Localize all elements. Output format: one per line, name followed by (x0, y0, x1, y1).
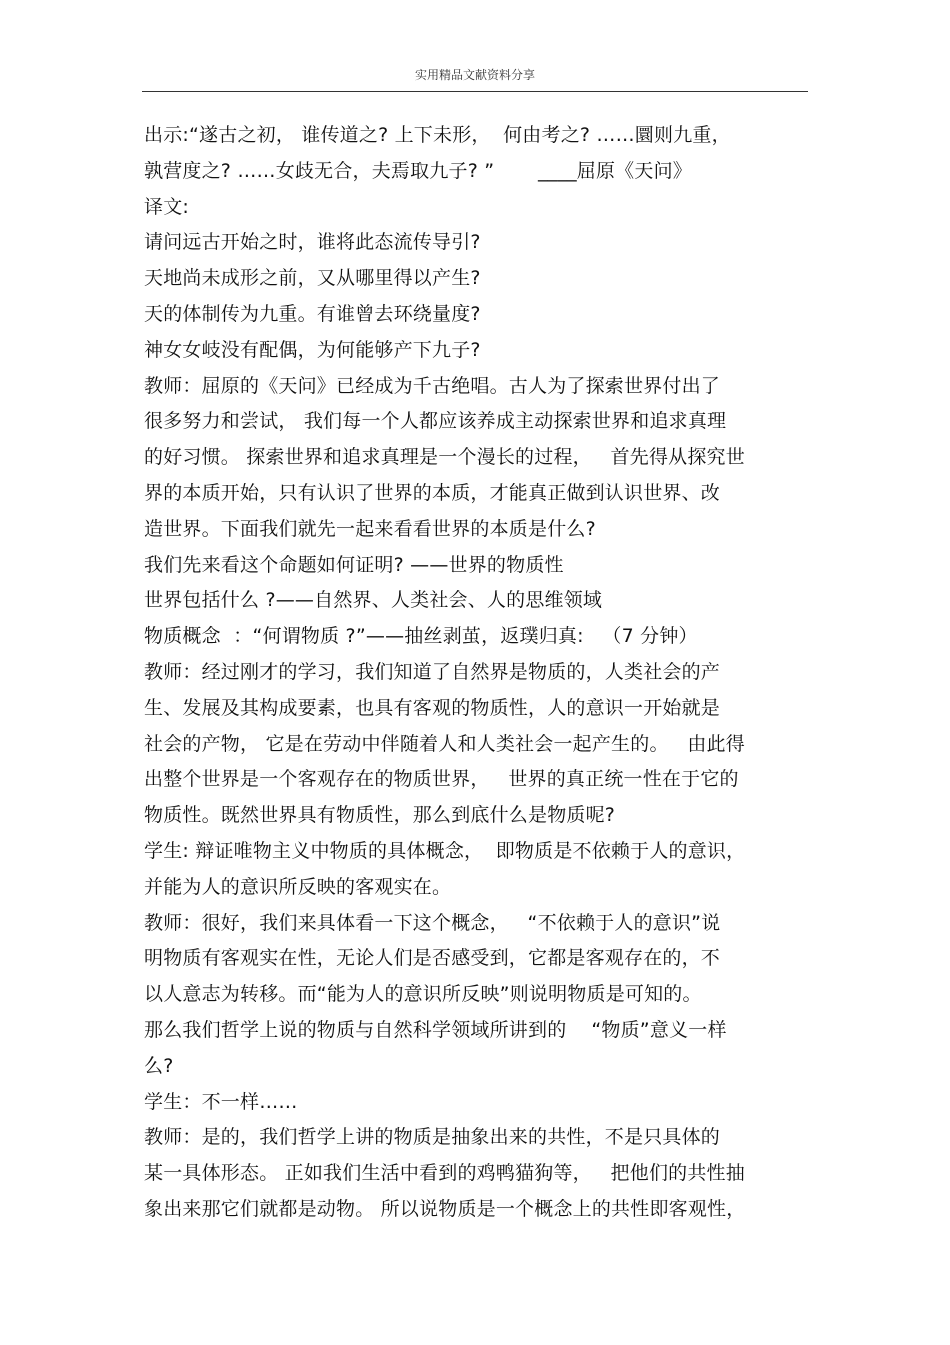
text-line: 么? (144, 1054, 174, 1077)
text-line: 以人意志为转移。而“能为人的意识所反映”则说明物质是可知的。 (144, 983, 702, 1006)
text-line: 请问远古开始之时，谁将此态流传导引? (144, 231, 481, 254)
text-line: 物质概念 ：“何谓物质 ?”——抽丝剥茧，返璞归真: （7 分钟） (144, 625, 698, 648)
text-line: 天的体制传为九重。有谁曾去环绕量度? (144, 302, 481, 325)
text-line: 教师：很好，我们来具体看一下这个概念， “不依赖于人的意识”说 (144, 911, 721, 934)
text-line: 出示:“遂古之初， 谁传道之? 上下未形， 何由考之? ……圜则九重， (144, 124, 731, 146)
text-line: 物质性。既然世界具有物质性，那么到底什么是物质呢? (144, 804, 616, 827)
text-line: 象出来那它们就都是动物。 所以说物质是一个概念上的共性即客观性， (144, 1197, 746, 1220)
text-line: 学生：不一样…… (144, 1090, 298, 1113)
text-line: 造世界。下面我们就先一起来看看世界的本质是什么? (144, 517, 596, 540)
text-line: 很多努力和尝试， 我们每一个人都应该养成主动探索世界和追求真理 (144, 410, 727, 433)
text-line: 学生: 辩证唯物主义中物质的具体概念， 即物质是不依赖于人的意识， (144, 839, 746, 862)
text-line: 我们先来看这个命题如何证明? ——世界的物质性 (144, 553, 564, 576)
text-line: 译文: (144, 195, 190, 218)
text-line: 某一具体形态。 正如我们生活中看到的鸡鸭猫狗等， 把他们的共性抽 (144, 1162, 745, 1185)
text-line: 那么我们哲学上说的物质与自然科学领域所讲到的 “物质”意义一样 (144, 1018, 727, 1041)
text-line: 神女女岐没有配偶，为何能够产下九子? (144, 338, 481, 361)
text-line: 教师：屈原的《天问》已经成为千古绝唱。古人为了探索世界付出了 (144, 374, 721, 397)
text-line: 界的本质开始，只有认识了世界的本质，才能真正做到认识世界、改 (144, 481, 721, 504)
header-divider (142, 91, 808, 92)
text-line: 社会的产物， 它是在劳动中伴随着人和人类社会一起产生的。 由此得 (144, 732, 745, 755)
text-line: 孰营度之? ……女歧无合，夫焉取九子? ” ____屈原《天问》 (144, 159, 692, 182)
text-line: 世界包括什么 ?——自然界、人类社会、人的思维领域 (144, 589, 603, 612)
document-body (144, 118, 814, 1228)
page-header: 实用精品文献资料分享 (414, 68, 535, 82)
text-line: 的好习惯。 探索世界和追求真理是一个漫长的过程， 首先得从探究世 (144, 446, 745, 469)
text-line: 教师：经过刚才的学习，我们知道了自然界是物质的，人类社会的产 (144, 660, 721, 683)
text-line: 教师：是的，我们哲学上讲的物质是抽象出来的共性，不是只具体的 (144, 1126, 721, 1149)
text-line: 明物质有客观实在性，无论人们是否感受到，它都是客观存在的，不 (144, 947, 721, 970)
text-line: 生、发展及其构成要素，也具有客观的物质性，人的意识一开始就是 (144, 696, 721, 719)
text-line: 天地尚未成形之前，又从哪里得以产生? (144, 267, 481, 290)
text-line: 并能为人的意识所反映的客观实在。 (144, 875, 452, 898)
text-line: 出整个世界是一个客观存在的物质世界， 世界的真正统一性在于它的 (144, 768, 739, 791)
